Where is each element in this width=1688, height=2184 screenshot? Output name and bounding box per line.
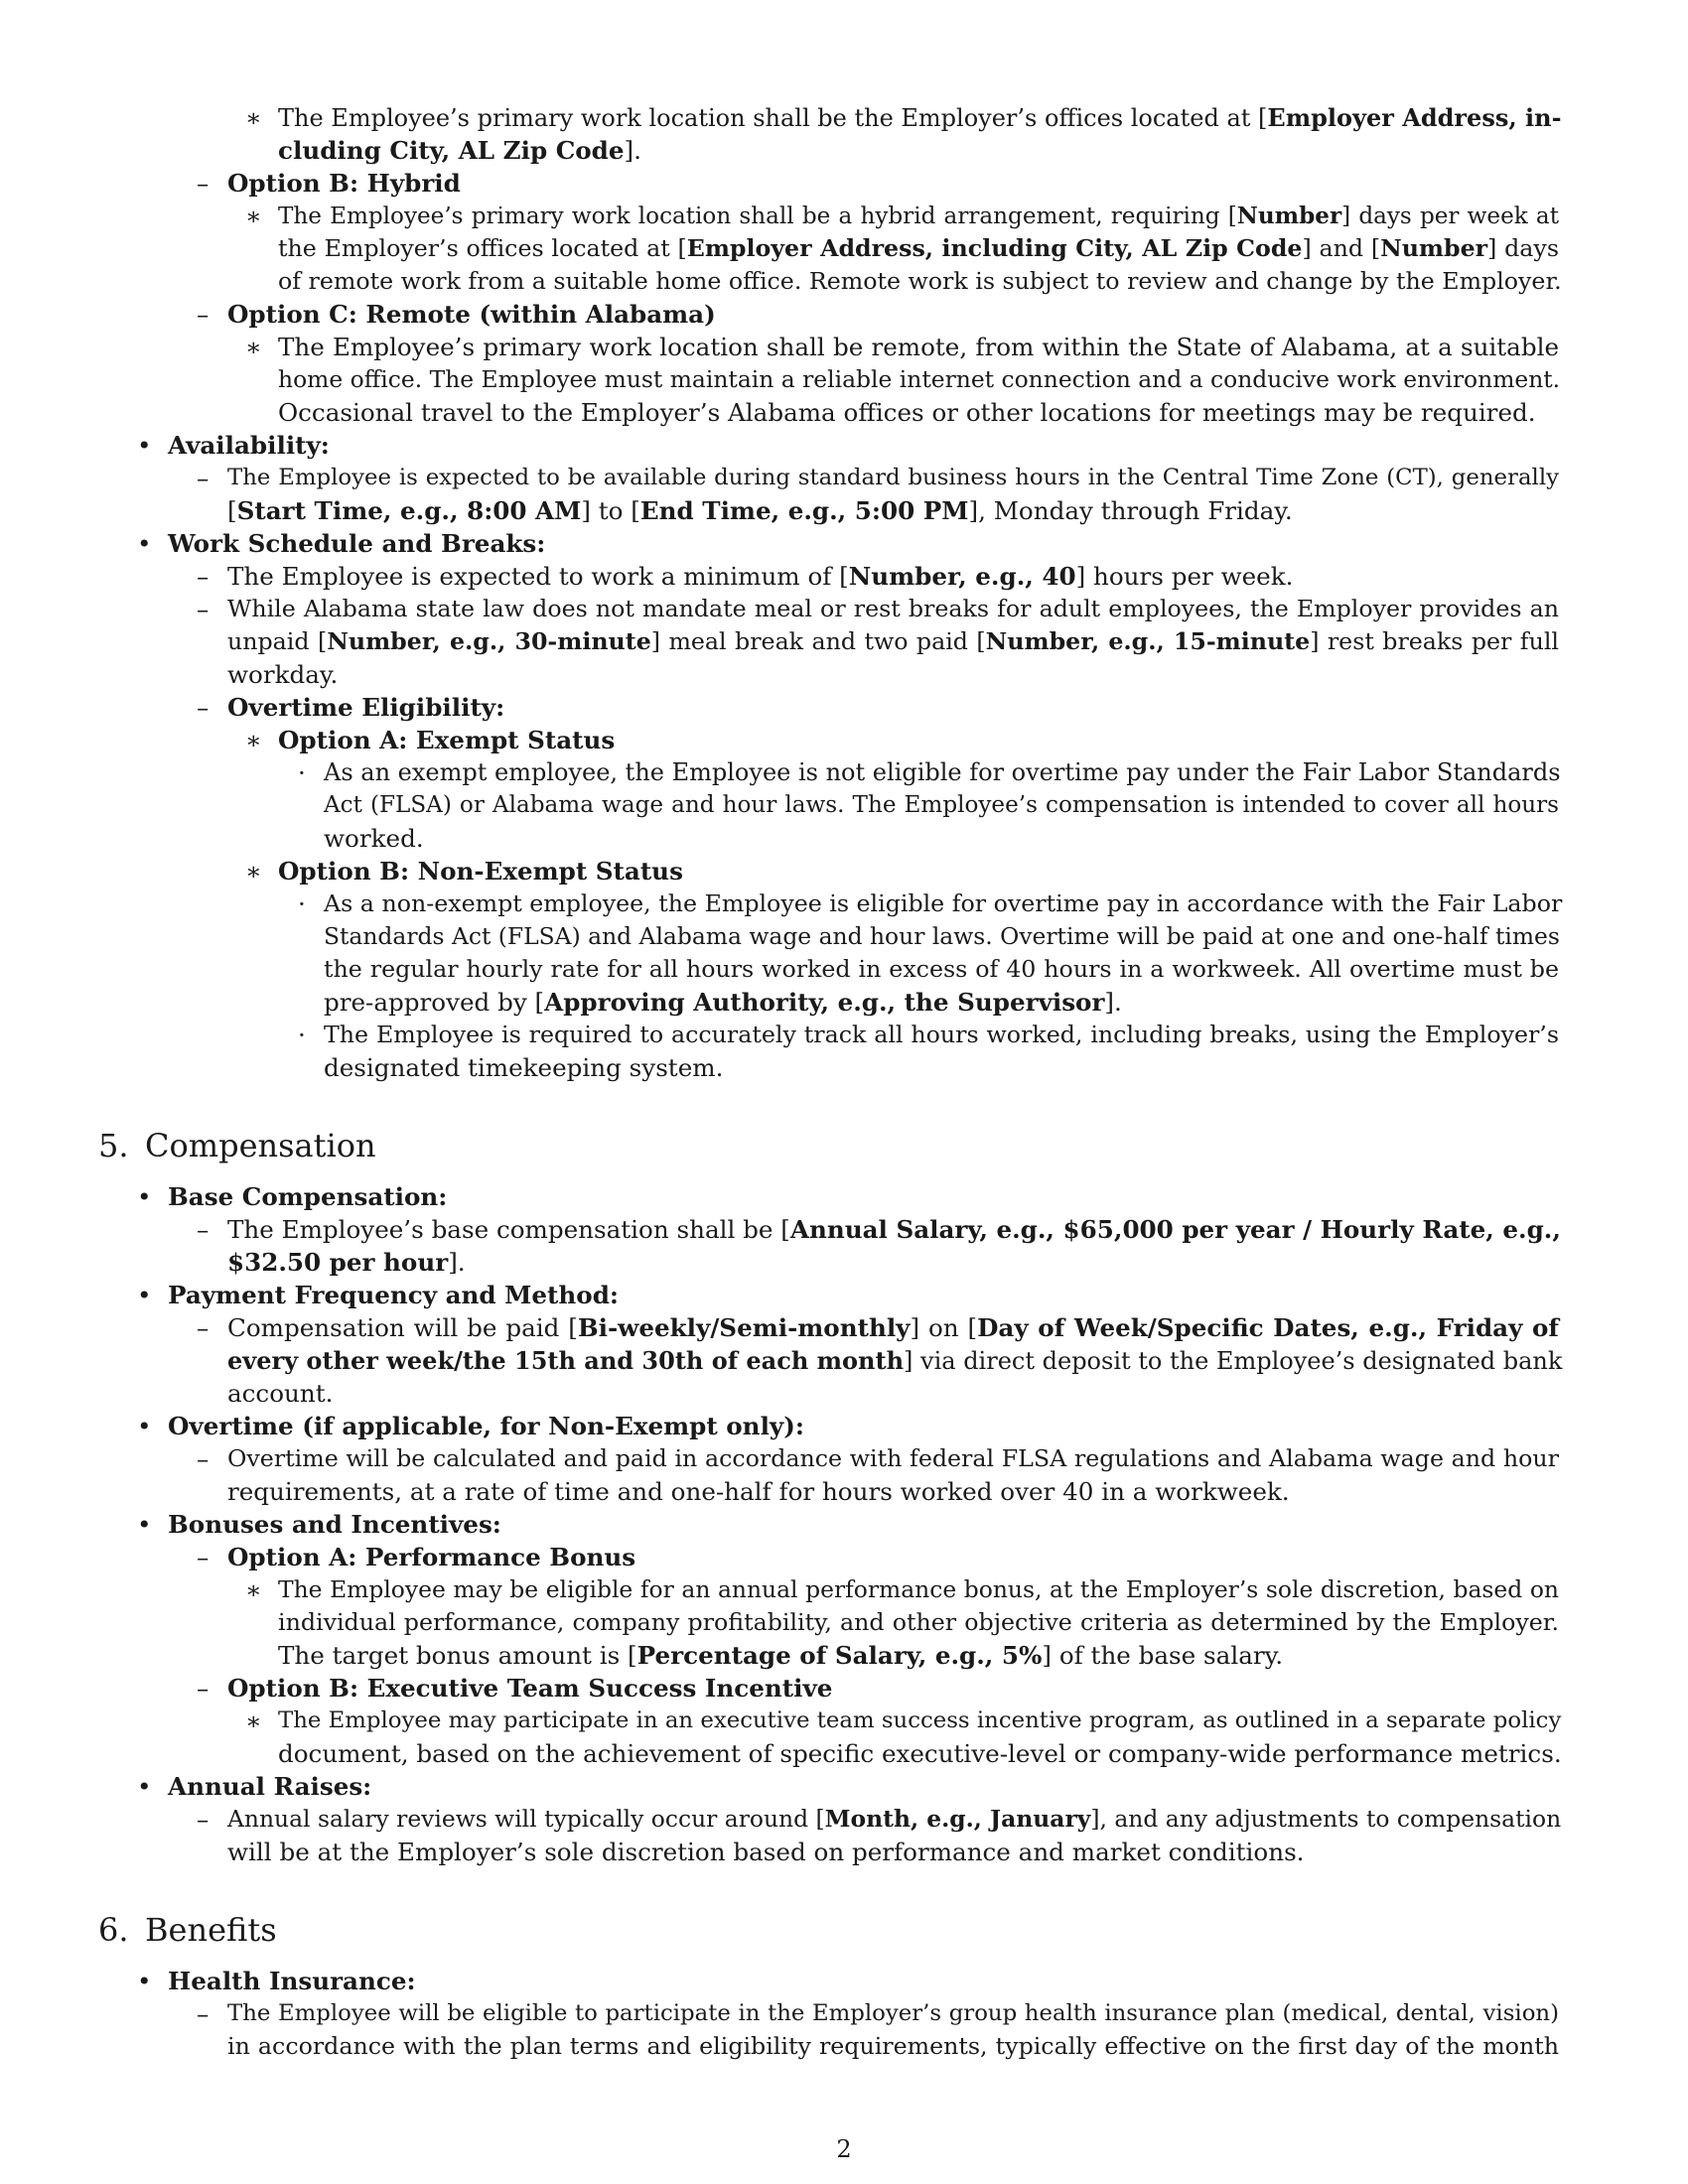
star-marker: ∗ [245,333,262,361]
breaks-text-line: unpaid [Number, e.g., 30-minute] meal break and two paid [Number, e.g., 15-minute] rest breaks per full [227,627,1559,655]
dash-marker: – [197,1999,210,2028]
availability-text-line: [Start Time, e.g., 8:00 AM] to [End Time, e.g., 5:00 PM], Monday through Friday. [227,496,1293,525]
dot-marker: · [298,1021,306,1049]
dot-marker: · [298,889,306,918]
dash-marker: – [197,1215,210,1244]
section-6-title: Benefits [145,1911,277,1949]
base-compensation-label: Base Compensation: [168,1182,448,1211]
breaks-text-line: While Alabama state law does not mandate meal or rest breaks for adult employees, the Employer provides an [227,595,1559,622]
star-marker: ∗ [245,103,262,132]
payment-frequency-line: every other week/the 15th and 30th of each month] via direct deposit to the Employee’s designated bank [227,1346,1563,1375]
health-insurance-line: The Employee will be eligible to participate in the Employer’s group health insurance plan (medical, dental, vision) [227,2000,1559,2026]
bullet-marker: • [137,1182,152,1211]
performance-bonus-line: The target bonus amount is [Percentage of Salary, e.g., 5%] of the base salary. [278,1641,1284,1670]
bullet-marker: • [137,529,152,558]
non-exempt-text-line: As a non-exempt employee, the Employee is eligible for overtime pay in accordance with the Fair Labor [324,889,1563,917]
non-exempt-text-line: pre-approved by [Approving Authority, e.g., the Supervisor]. [324,988,1122,1017]
option-b-hybrid-label: Option B: Hybrid [227,169,461,198]
dash-marker: – [197,562,210,591]
base-compensation-line: The Employee’s base compensation shall be [Annual Salary, e.g., $65,000 per year / Hourly Rate, e.g., [227,1215,1561,1244]
work-schedule-label: Work Schedule and Breaks: [168,529,546,558]
overtime-text-line: requirements, at a rate of time and one-half for hours worked over 40 in a workweek. [227,1477,1290,1506]
dash-marker: – [197,300,210,329]
executive-incentive-label: Option B: Executive Team Success Incentive [227,1674,833,1703]
dash-marker: – [197,693,210,722]
option-b-text-line: the Employer’s offices located at [Employer Address, including City, AL Zip Code] and [Number] days [278,234,1559,262]
star-marker: ∗ [245,1575,262,1604]
exempt-text-line: Act (FLSA) or Alabama wage and hour laws. The Employee’s compensation is intended to cover all hours [324,792,1559,818]
option-a-text-line: cluding City, AL Zip Code]. [278,136,641,165]
annual-raises-line: Annual salary reviews will typically occur around [Month, e.g., January], and any adjustments to compensation [227,1805,1562,1833]
star-marker: ∗ [245,726,262,754]
payment-frequency-line: Compensation will be paid [Bi-weekly/Semi-monthly] on [Day of Week/Specific Dates, e.g., Friday of [227,1313,1559,1342]
option-c-text-line: The Employee’s primary work location shall be remote, from within the State of Alabama, at a suitable [278,333,1559,361]
section-6-number: 6. [98,1911,129,1949]
option-b-text-line: The Employee’s primary work location shall be a hybrid arrangement, requiring [Number] days per week at [278,203,1559,229]
minimum-hours-line: The Employee is expected to work a minimum of [Number, e.g., 40] hours per week. [227,562,1294,591]
dash-marker: – [197,1543,210,1571]
star-marker: ∗ [245,857,262,886]
page-number: 2 [836,2135,852,2163]
payment-frequency-label: Payment Frequency and Method: [168,1281,619,1309]
performance-bonus-line: The Employee may be eligible for an annual performance bonus, at the Employer’s sole discretion, based on [278,1575,1559,1603]
overtime-eligibility-label: Overtime Eligibility: [227,693,505,722]
health-insurance-line: in accordance with the plan terms and eligibility requirements, typically effective on the first day of the month [227,2032,1559,2060]
annual-raises-line: will be at the Employer’s sole discretion based on performance and market conditions. [227,1838,1305,1866]
executive-incentive-line: The Employee may participate in an executive team success incentive program, as outlined in a separate policy [278,1707,1562,1733]
dash-marker: – [197,595,210,623]
availability-label: Availability: [168,431,330,460]
option-b-text-line: of remote work from a suitable home office. Remote work is subject to review and change by the Employer. [278,267,1562,295]
bullet-marker: • [137,431,152,460]
bullet-marker: • [137,1510,152,1539]
exempt-text-line: worked. [324,824,424,853]
dash-marker: – [197,1444,210,1473]
dot-marker: · [298,758,306,787]
star-marker: ∗ [245,202,262,230]
dash-marker: – [197,1674,210,1703]
section-5-title: Compensation [145,1127,376,1164]
annual-raises-label: Annual Raises: [168,1772,372,1801]
dash-marker: – [197,1313,210,1342]
health-insurance-label: Health Insurance: [168,1967,416,1995]
option-c-remote-label: Option C: Remote (within Alabama) [227,300,716,329]
availability-text-line: The Employee is expected to be available during standard business hours in the Central Time Zone (CT), generally [227,465,1559,490]
payment-frequency-line: account. [227,1379,334,1408]
option-c-text-line: Occasional travel to the Employer’s Alabama offices or other locations for meetings may be required. [278,398,1536,427]
star-marker: ∗ [245,1706,262,1735]
dash-marker: – [197,169,210,198]
overtime-text-line: Overtime will be calculated and paid in accordance with federal FLSA regulations and Alabama wage and hour [227,1444,1559,1472]
non-exempt-text-line: the regular hourly rate for all hours worked in excess of 40 hours in a workweek. All overtime must be [324,955,1559,983]
exempt-text-line: As an exempt employee, the Employee is not eligible for overtime pay under the Fair Labor Standards [324,758,1561,786]
section-5-number: 5. [98,1127,129,1164]
option-a-text-line: The Employee’s primary work location shall be the Employer’s offices located at [Employer Address, in- [278,103,1562,132]
dash-marker: – [197,464,210,492]
performance-bonus-label: Option A: Performance Bonus [227,1543,636,1571]
exempt-status-label: Option A: Exempt Status [278,726,616,754]
base-compensation-line: $32.50 per hour]. [227,1248,466,1277]
executive-incentive-line: document, based on the achievement of specific executive-level or company-wide performance metrics. [278,1739,1562,1768]
bullet-marker: • [137,1772,152,1801]
breaks-text-line: workday. [227,660,339,689]
bullet-marker: • [137,1281,152,1309]
overtime-label: Overtime (if applicable, for Non-Exempt only): [168,1412,804,1440]
non-exempt-text-line: Standards Act (FLSA) and Alabama wage and hour laws. Overtime will be paid at one and one-half times [324,922,1560,950]
bonuses-label: Bonuses and Incentives: [168,1510,501,1539]
timekeeping-text-line: The Employee is required to accurately track all hours worked, including breaks, using the Employer’s [324,1021,1559,1048]
bullet-marker: • [137,1967,152,1995]
bullet-marker: • [137,1412,152,1440]
non-exempt-status-label: Option B: Non-Exempt Status [278,857,683,886]
dash-marker: – [197,1805,210,1834]
option-c-text-line: home office. The Employee must maintain a reliable internet connection and a conducive work environment. [278,365,1561,393]
performance-bonus-line: individual performance, company profitability, and other objective criteria as determined by the Employer. [278,1608,1559,1636]
timekeeping-text-line: designated timekeeping system. [324,1053,724,1082]
